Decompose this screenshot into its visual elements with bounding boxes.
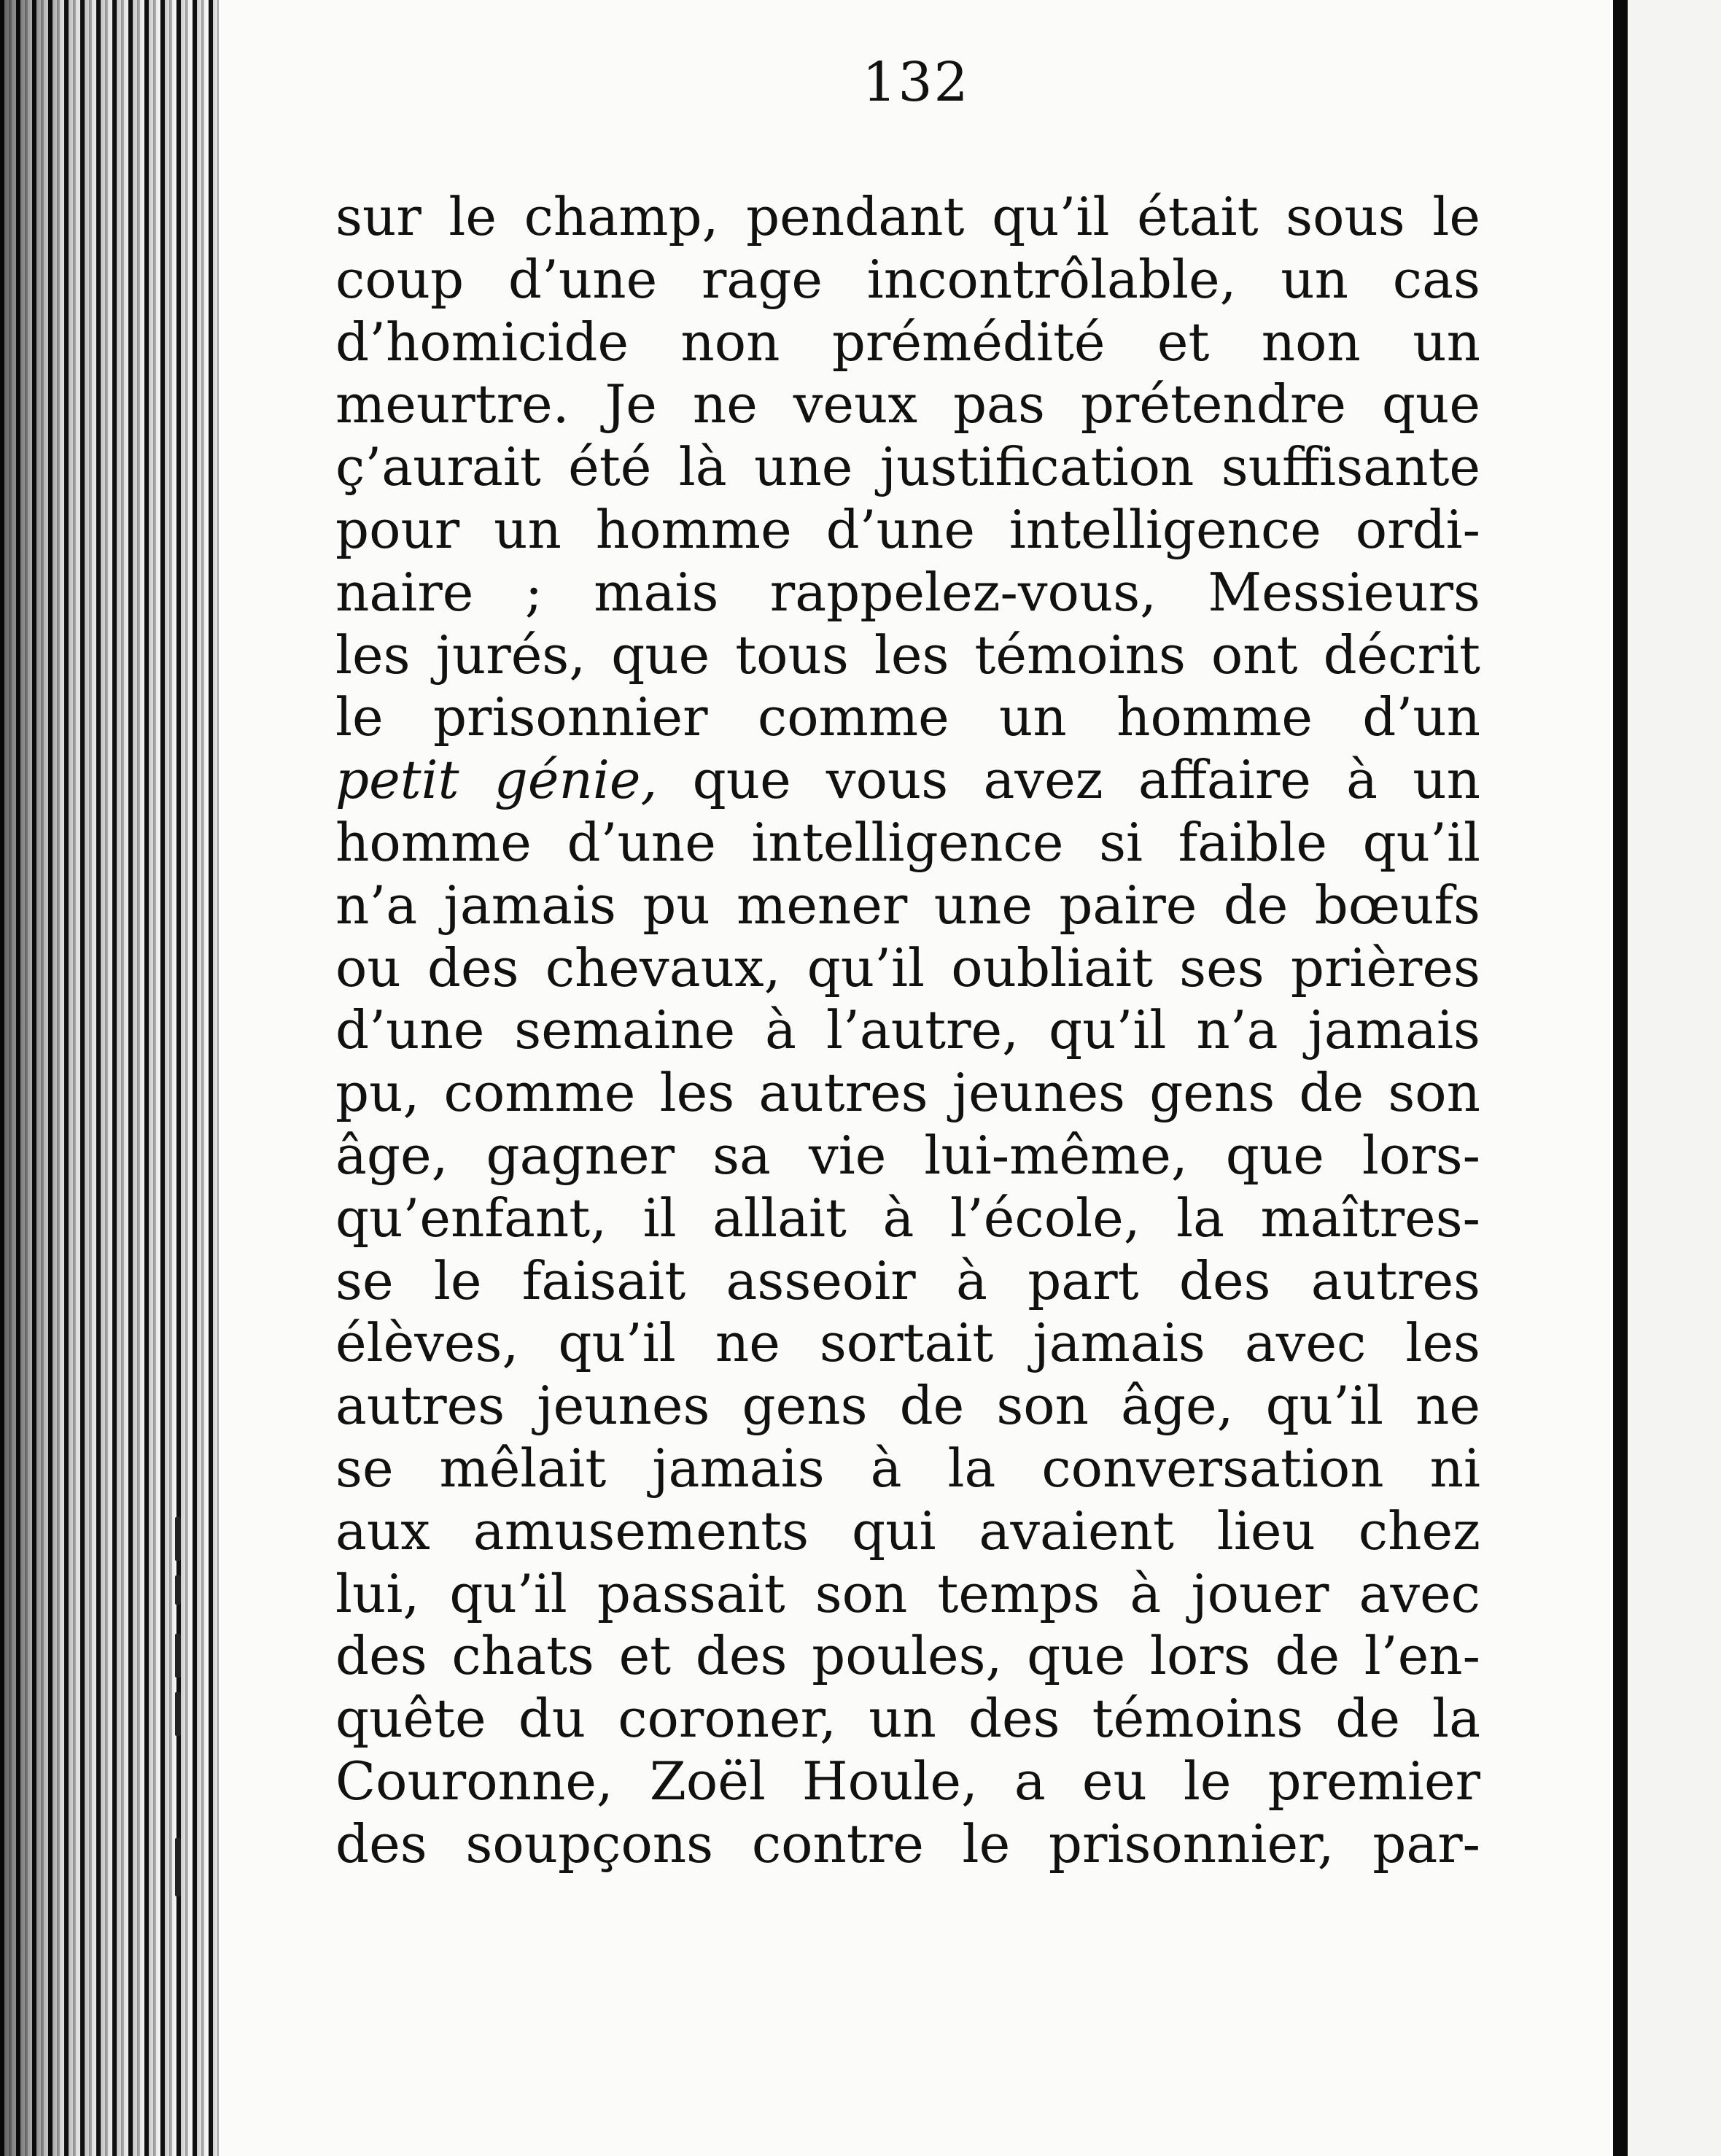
text-line: des chats et des poules, que lors de l’en- (335, 1625, 1480, 1687)
text-line: autres jeunes gens de son âge, qu’il ne (335, 1375, 1480, 1437)
text-line: Couronne, Zoël Houle, a eu le premier (335, 1750, 1480, 1812)
text-line: naire ; mais rappelez-vous, Messieurs (335, 561, 1480, 623)
text-line: pour un homme d’une intelligence ordi- (335, 498, 1480, 560)
text-line: d’homicide non prémédité et non un (335, 311, 1480, 373)
text-line-rest: que vous avez affaire à un (657, 749, 1480, 811)
text-line: meurtre. Je ne veux pas prétendre que (335, 373, 1480, 435)
text-line: pu, comme les autres jeunes gens de son (335, 1062, 1480, 1124)
text-line: se le faisait asseoir à part des autres (335, 1249, 1480, 1311)
text-line: des soupçons contre le prisonnier, par- (335, 1812, 1480, 1874)
book-page (219, 0, 1613, 2156)
edge-mark (175, 1634, 181, 1678)
text-line: lui, qu’il passait son temps à jouer avec (335, 1562, 1480, 1624)
text-line: homme d’une intelligence si faible qu’il (335, 811, 1480, 873)
page-right-border (1613, 0, 1628, 2156)
text-line: qu’enfant, il allait à l’école, la maîtres- (335, 1187, 1480, 1249)
edge-mark (175, 1838, 181, 1896)
text-line: âge, gagner sa vie lui-même, que lors- (335, 1124, 1480, 1186)
italic-phrase: petit génie, (335, 749, 658, 811)
text-line: coup d’une rage incontrôlable, un cas (335, 248, 1480, 310)
text-line: ç’aurait été là une justification suffisante (335, 436, 1480, 498)
text-line: sur le champ, pendant qu’il était sous le (335, 186, 1480, 247)
edge-mark (175, 1575, 181, 1605)
text-line: ou des chevaux, qu’il oubliait ses prières (335, 937, 1480, 998)
edge-mark (175, 1517, 181, 1561)
text-line: élèves, qu’il ne sortait jamais avec les (335, 1312, 1480, 1374)
page-number: 132 (862, 51, 970, 114)
text-line: aux amusements qui avaient lieu chez (335, 1500, 1480, 1562)
text-line: le prisonnier comme un homme d’un (335, 686, 1480, 748)
body-text (335, 186, 1480, 1876)
text-line: quête du coroner, un des témoins de la (335, 1688, 1480, 1750)
text-line: d’une semaine à l’autre, qu’il n’a jamais (335, 999, 1480, 1061)
right-margin (1628, 0, 1721, 2156)
edge-mark (175, 1692, 181, 1736)
page-edge-shadow (0, 0, 219, 2156)
text-line-mixed (335, 749, 1480, 812)
text-line: les jurés, que tous les témoins ont décrit (335, 624, 1480, 686)
text-line: n’a jamais pu mener une paire de bœufs (335, 874, 1480, 936)
text-line: se mêlait jamais à la conversation ni (335, 1437, 1480, 1499)
